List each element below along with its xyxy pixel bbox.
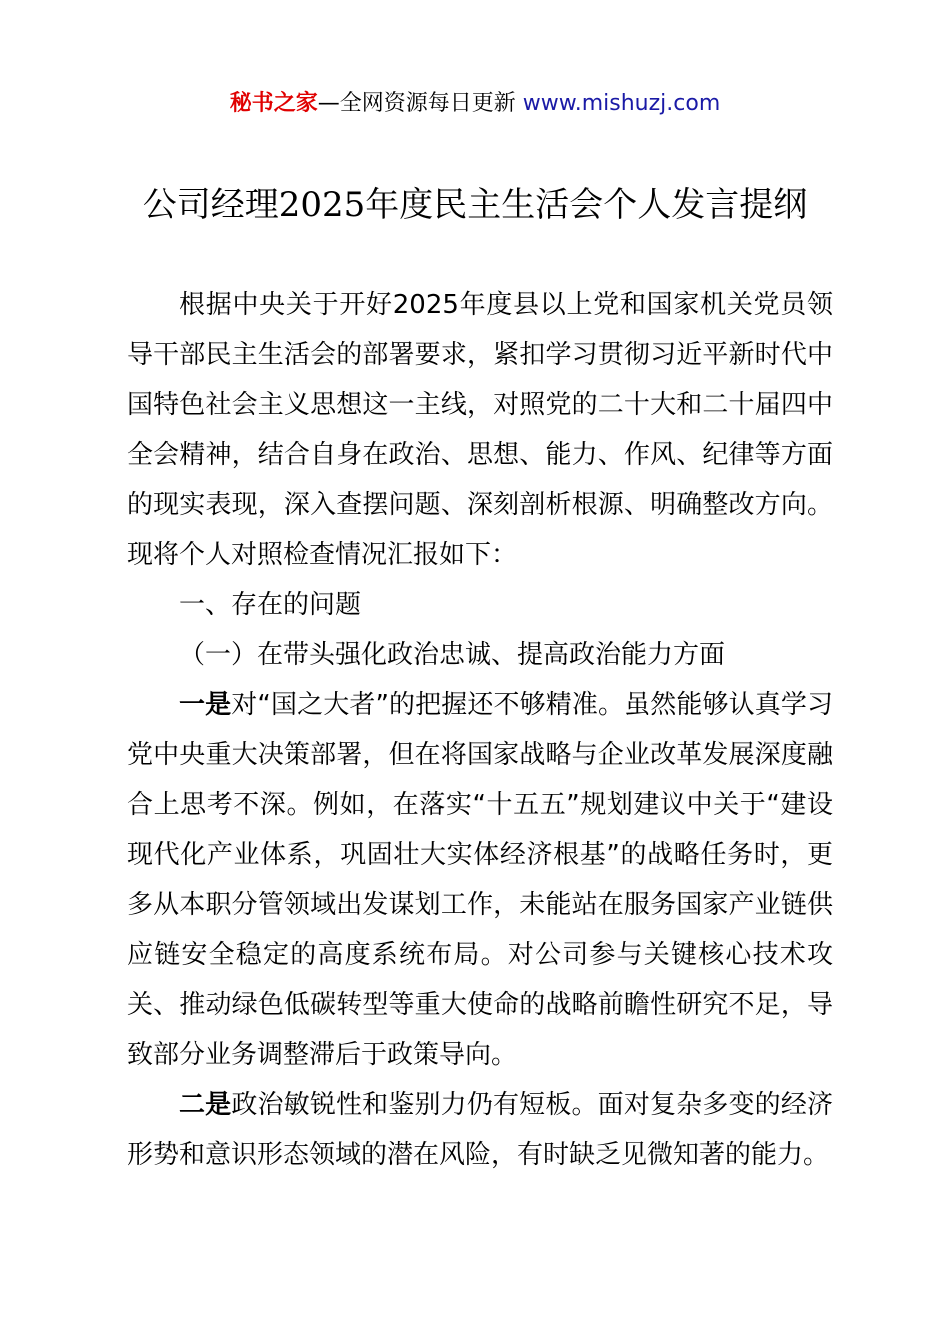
point-1-text: 对“国之大者”的把握还不够精准。虽然能够认真学习党中央重大决策部署，但在将国家战略与企业改革发展深度融合上思考不深。例如，在落实“十五五”规划建议中关于“建设现代化产业体系，巩固壮大实体经济根基”的战略任务时，更多从本职分管领域出发谋划工作，未能站在服务国家产业链供应链安全稳定的高度系统布局。对公司参与关键核心技术攻关、推动绿色低碳转型等重大使命的战略前瞻性研究不足，导致部分业务调整滞后于政策导向。 — [127, 690, 833, 1070]
site-brand: 秘书之家 — [229, 91, 318, 116]
point-paragraph-1 — [127, 680, 833, 1080]
site-url-link[interactable]: www.mishuzj.com — [522, 91, 721, 116]
point-paragraph-2 — [127, 1080, 833, 1180]
intro-paragraph: 根据中央关于开好2025年度县以上党和国家机关党员领导干部民主生活会的部署要求，紧扣学习贯彻习近平新时代中国特色社会主义思想这一主线，对照党的二十大和二十届四中全会精神，结合自身在政治、思想、能力、作风、纪律等方面的现实表现，深入查摆问题、深刻剖析根源、明确整改方向。现将个人对照检查情况汇报如下： — [127, 290, 833, 570]
point-2-lead: 二是 — [179, 1090, 232, 1120]
point-1-lead: 一是 — [179, 690, 232, 720]
section-heading: 一、存在的问题 — [179, 590, 362, 620]
subsection-heading: （一）在带头强化政治忠诚、提高政治能力方面 — [179, 640, 726, 670]
point-2-text: 政治敏锐性和鉴别力仍有短板。面对复杂多变的经济形势和意识形态领域的潜在风险，有时缺乏见微知著的能力。 — [127, 1090, 833, 1170]
document-title: 公司经理2025年度民主生活会个人发言提纲 — [142, 185, 808, 225]
site-tagline: —全网资源每日更新 — [317, 91, 523, 116]
document-body — [127, 280, 833, 1180]
site-header — [0, 88, 950, 120]
